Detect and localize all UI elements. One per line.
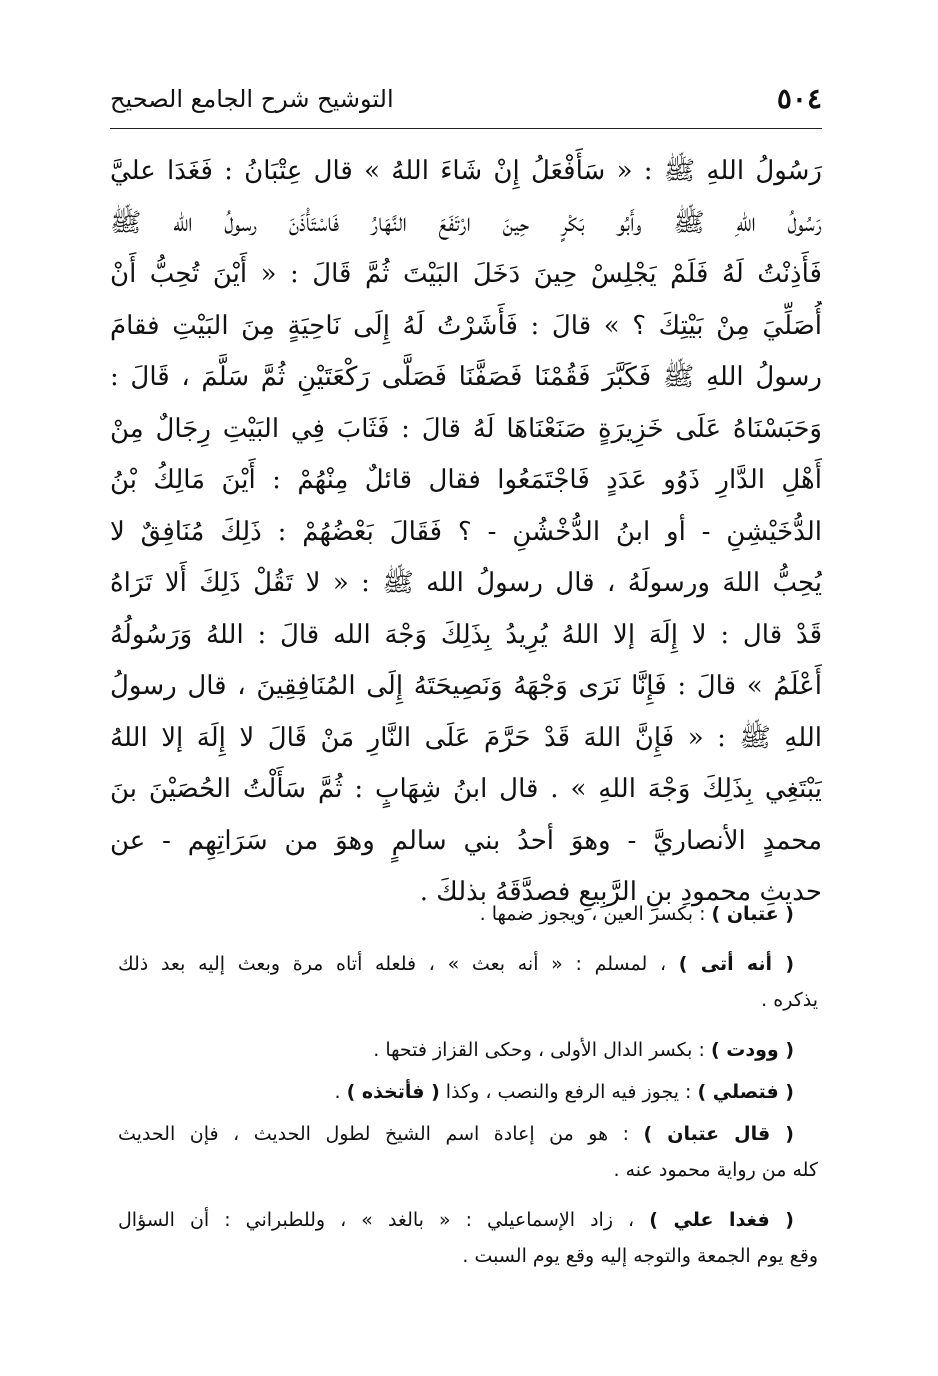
- text-line: أُصَلِّيَ مِنْ بَيْتِكَ ؟ » قالَ : فَأَشَرْتُ لَهُ إِلَى نَاحِيَةٍ مِنَ البَيْتِ فقامَ: [110, 310, 822, 341]
- note-line: [118, 1071, 818, 1113]
- note-item: [118, 1029, 818, 1071]
- text-line: أَعْلَمُ » قالَ : فَإِنَّا نَرَى وَجْهَهُ وَنَصِيحَتَهُ إِلَى المُنَافِقِينَ ، قال رسولُ: [110, 671, 822, 701]
- note-item: [118, 893, 818, 935]
- text-line: رَسُولُ اللهِ ﷺ : « سَأَفْعَلُ إِنْ شَاءَ اللهُ » قال عِتْبَانُ : فَغَدَا عليَّ: [110, 156, 822, 186]
- text-line: اللهِ ﷺ : « فَإِنَّ اللهَ قَدْ حَرَّمَ عَلَى النَّارِ مَنْ قَالَ لا إِلَهَ إلا اللهُ: [110, 722, 822, 753]
- text-line: أَهْلِ الدَّارِ ذَوُو عَدَدٍ فَاجْتَمَعُوا فقال قائلٌ مِنْهُمْ : أَيْنَ مَالِكُ بْنُ: [110, 465, 822, 495]
- note-item: [118, 1071, 818, 1113]
- note-continuation: يذكره .: [761, 989, 818, 1011]
- note-line: [118, 943, 818, 985]
- page-number: ٥٠٤: [776, 82, 822, 115]
- text-line: الدُّخَيْشِنِ - أو ابنُ الدُّخْشُنِ - ؟ فَقَالَ بَعْضُهُمْ : ذَلِكَ مُنَافِقٌ لا: [110, 516, 822, 547]
- note-term: ( فأتخذه ): [346, 1081, 440, 1103]
- header-rule: [110, 128, 822, 129]
- note-term: ( فغدا علي ): [649, 1209, 794, 1231]
- page-header: [110, 76, 822, 124]
- text-line: رَسُولُ اللهِ ﷺ وأَبُو بَكْرٍ حِينَ ارْتَفَعَ النَّهَارُ فَاسْتَأْذَنَ رسولُ الله ﷺ: [110, 207, 822, 238]
- note-text: ، لمسلم : « أنه بعث » ، فلعله أتاه مرة وبعث إليه بعد ذلك: [118, 953, 679, 975]
- note-term: ( وودت ): [710, 1039, 794, 1061]
- text-line: حديثِ محمودِ بنِ الرَّبِيعِ فصدَّقَهُ بذلكَ .: [419, 877, 822, 907]
- note-text: : بكسر العين ، ويجوز ضمها .: [479, 903, 712, 925]
- text-line: رسولُ اللهِ ﷺ فَكَبَّرَ فَقُمْنَا فَصَفَّنَا فَصَلَّى رَكْعَتَيْنِ ثُمَّ سَلَّمَ ، قَالَ :: [110, 362, 822, 392]
- note-line: [118, 1029, 818, 1071]
- note-term: ( عتبان ): [711, 903, 794, 925]
- commentary-notes: [118, 893, 818, 1277]
- note-text: : بكسر الدال الأولى ، وحكى القزاز فتحها .: [373, 1039, 711, 1061]
- text-line: فَأَذِنْتُ لَهُ فَلَمْ يَجْلِسْ حِينَ دَخَلَ البَيْتَ ثُمَّ قَالَ : « أَيْنَ تُحِبُّ أَنْ: [110, 259, 822, 289]
- text-line: يَبْتَغِي بِذَلِكَ وَجْهَ اللهِ » . قال ابنُ شِهَابٍ : ثُمَّ سَأَلْتُ الحُصَيْنَ بنَ: [110, 774, 822, 804]
- note-term: ( فتصلي ): [697, 1081, 794, 1103]
- note-text: : يجوز فيه الرفع والنصب ، وكذا: [439, 1081, 698, 1103]
- note-continuation: كله من رواية محمود عنه .: [613, 1159, 818, 1181]
- text-line: محمدٍ الأنصاريَّ - وهوَ أحدُ بني سالمٍ وهوَ من سَرَاتِهِم - عن: [110, 825, 822, 856]
- note-item: [118, 943, 818, 1021]
- note-text: ، زاد الإسماعيلي : « بالغد » ، وللطبراني : أن السؤال: [118, 1209, 650, 1231]
- note-continuation: وقع يوم الجمعة والتوجه إليه وقع يوم السبت .: [462, 1245, 818, 1267]
- note-term: ( أنه أتى ): [678, 953, 794, 975]
- text-line: يُحِبُّ اللهَ ورسولَهُ ، قال رسولُ الله ﷺ : « لا تَقُلْ ذَلِكَ أَلا تَرَاهُ: [110, 568, 822, 598]
- note-text: : هو من إعادة اسم الشيخ لطول الحديث ، فإن الحديث: [118, 1123, 644, 1145]
- note-term: ( قال عتبان ): [643, 1123, 794, 1145]
- note-text: .: [334, 1081, 347, 1103]
- note-line: [118, 893, 818, 935]
- note-item: [118, 1199, 818, 1277]
- note-item: [118, 1113, 818, 1191]
- text-line: وَحَبَسْنَاهُ عَلَى خَزِيرَةٍ صَنَعْنَاهَا لَهُ قالَ : فَثَابَ فِي البَيْتِ رِجَالٌ مِنْ: [110, 413, 822, 444]
- running-title: التوشيح شرح الجامع الصحيح: [110, 85, 394, 113]
- hadith-text: [110, 146, 822, 919]
- text-line: قَدْ قال : لا إِلَهَ إلا اللهُ يُرِيدُ بِذَلِكَ وَجْهَ الله قالَ : اللهُ وَرَسُولُهُ: [110, 619, 822, 650]
